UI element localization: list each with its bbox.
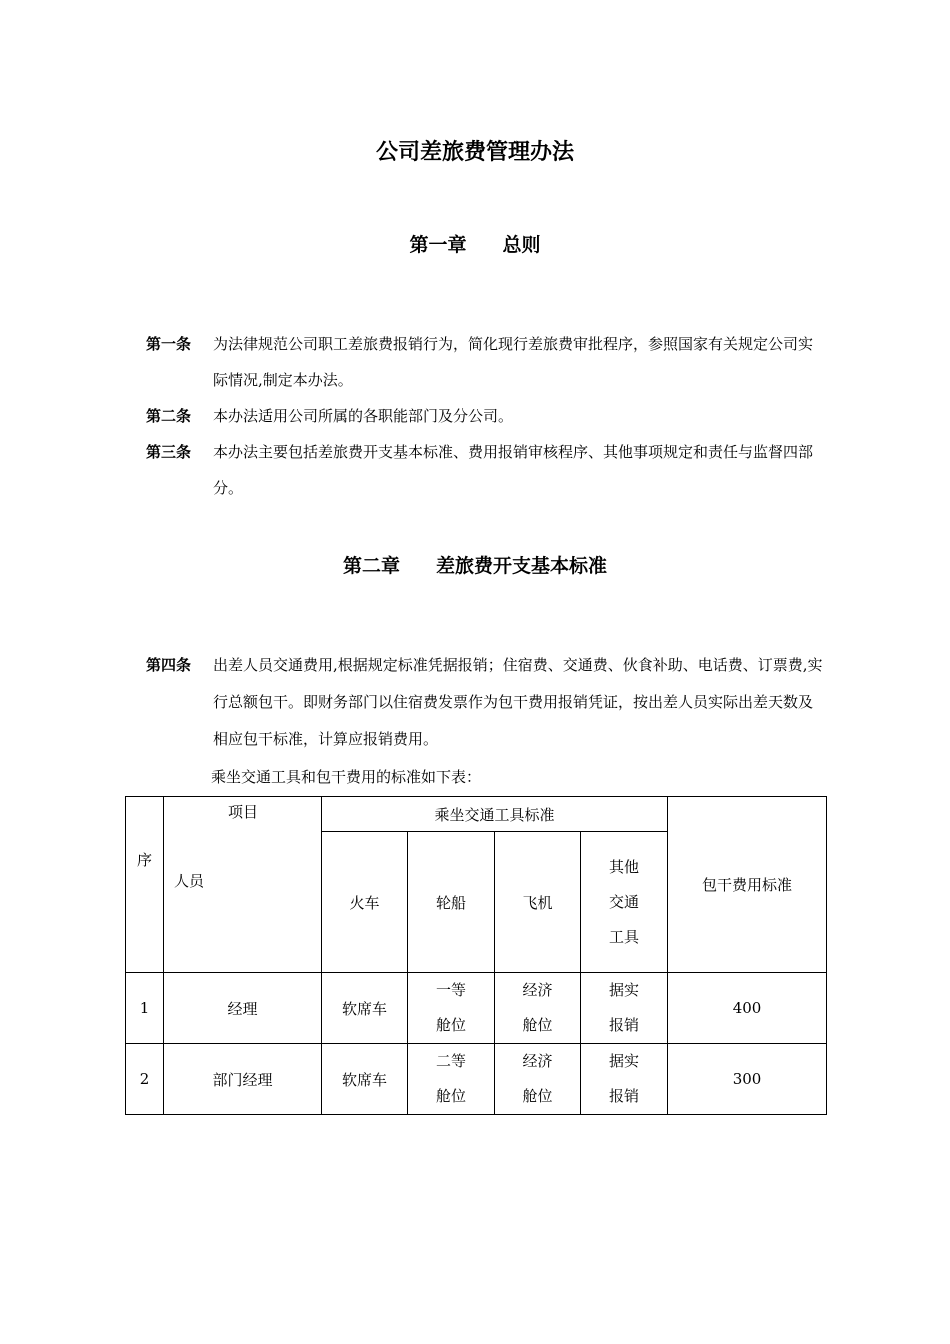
table-intro: 乘坐交通工具和包干费用的标准如下表：	[211, 768, 482, 786]
article-2	[146, 398, 826, 434]
row-allowance: 300	[668, 1044, 827, 1115]
chapter-1-heading	[0, 230, 950, 257]
row-train: 软席车	[322, 1044, 408, 1115]
chapter-1-name: 总则	[502, 234, 541, 256]
table-row	[126, 973, 827, 1044]
header-item-person	[164, 797, 322, 973]
chapter-2-heading	[0, 551, 950, 578]
article-text: 为法律规范公司职工差旅费报销行为，简化现行差旅费审批程序，参照国家有关规定公司实际情况,制定本办法。	[213, 335, 814, 389]
article-4	[146, 647, 826, 758]
header-seq: 序	[126, 797, 164, 973]
header-plane: 飞机	[495, 832, 581, 973]
row-other: 据实报销	[581, 973, 668, 1044]
table-header-row-1	[126, 797, 827, 832]
header-ship: 轮船	[408, 832, 495, 973]
chapter-1-number: 第一章	[409, 234, 467, 256]
article-text: 本办法适用公司所属的各职能部门及分公司。	[213, 407, 514, 425]
row-allowance: 400	[668, 973, 827, 1044]
chapter-2-number: 第二章	[342, 555, 400, 577]
document-title: 公司差旅费管理办法	[375, 140, 574, 165]
row-ship: 二等舱位	[408, 1044, 495, 1115]
article-label: 第二条	[146, 407, 192, 425]
table-row	[126, 1044, 827, 1115]
chapter-2-name: 差旅费开支基本标准	[436, 555, 608, 577]
header-train: 火车	[322, 832, 408, 973]
standards-table	[125, 796, 827, 1115]
article-text: 出差人员交通费用,根据规定标准凭据报销；住宿费、交通费、伙食补助、电话费、订票费,实行总额包干。即财务部门以住宿费发票作为包干费用报销凭证，按出差人员实际出差天数及相应包干标准，计算应报销费用。	[213, 656, 823, 748]
row-seq: 2	[126, 1044, 164, 1115]
row-seq: 1	[126, 973, 164, 1044]
article-text: 本办法主要包括差旅费开支基本标准、费用报销审核程序、其他事项规定和责任与监督四部分。	[213, 443, 814, 497]
header-other: 其他交通工具	[581, 832, 668, 973]
row-train: 软席车	[322, 973, 408, 1044]
row-other: 据实报销	[581, 1044, 668, 1115]
header-person: 人员	[174, 872, 205, 890]
row-person: 部门经理	[164, 1044, 322, 1115]
article-label: 第一条	[146, 335, 192, 353]
article-label: 第三条	[146, 443, 192, 461]
row-plane: 经济舱位	[495, 973, 581, 1044]
header-item: 项目	[227, 803, 258, 821]
article-1	[146, 326, 826, 398]
row-plane: 经济舱位	[495, 1044, 581, 1115]
row-ship: 一等舱位	[408, 973, 495, 1044]
row-person: 经理	[164, 973, 322, 1044]
header-transport: 乘坐交通工具标准	[322, 797, 668, 832]
article-label: 第四条	[146, 656, 192, 674]
article-3	[146, 434, 826, 506]
header-allowance: 包干费用标准	[668, 797, 827, 973]
